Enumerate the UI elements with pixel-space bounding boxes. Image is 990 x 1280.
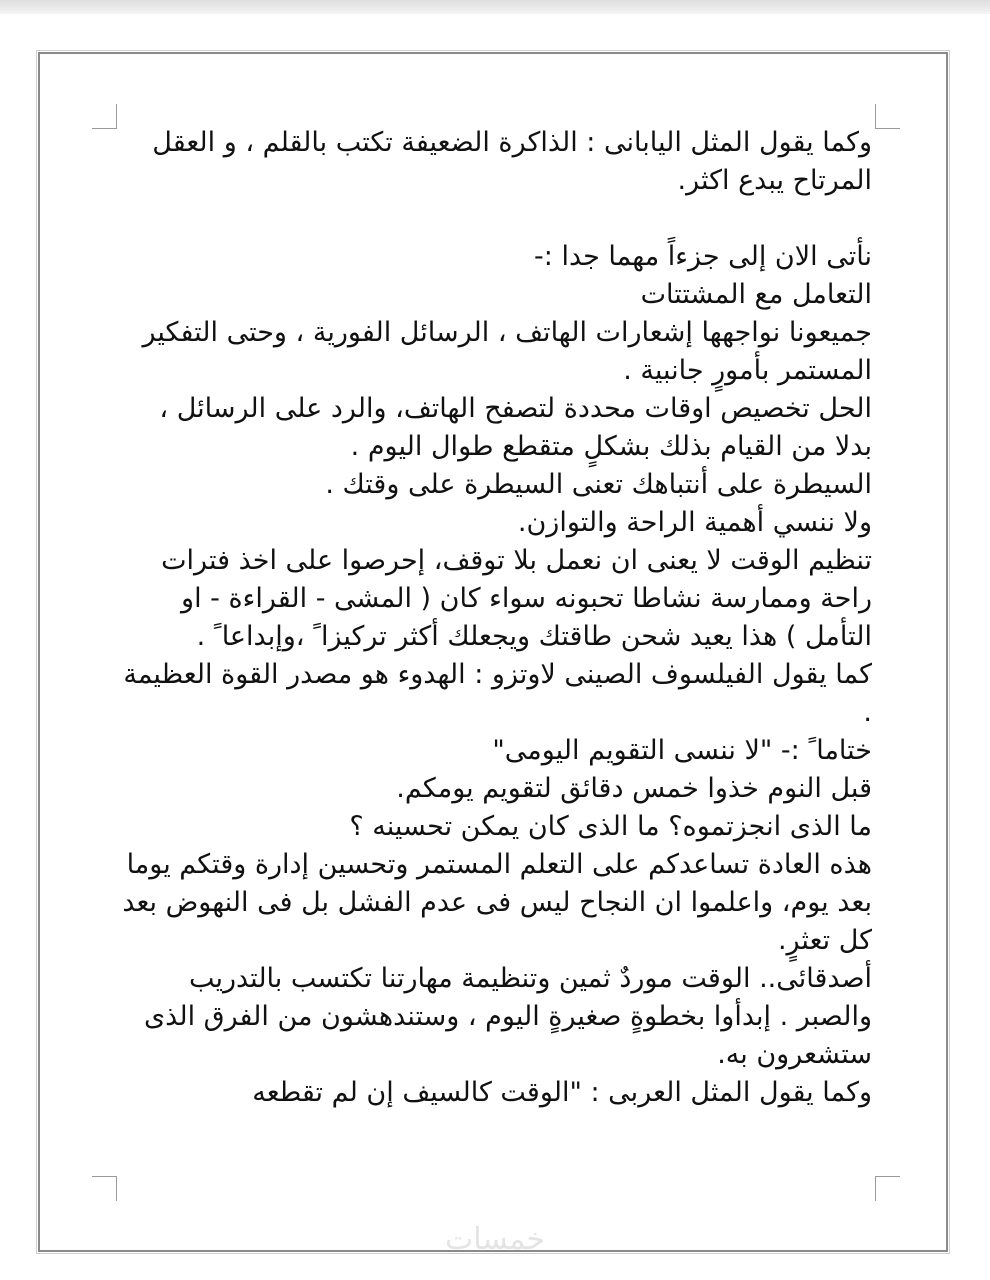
paragraph: كما يقول الفيلسوف الصينى لاوتزو : الهدوء هو مصدر القوة العظيمة . — [123, 659, 872, 728]
document-body — [120, 124, 872, 1112]
margin-corner-bottom-right — [875, 1176, 900, 1201]
watermark-logo: خمسات — [444, 1222, 546, 1257]
empty-paragraph — [120, 200, 872, 238]
margin-corner-top-left — [92, 104, 117, 129]
paragraph: ختاما ً :- "لا ننسى التقويم اليومى" — [492, 735, 872, 766]
paragraph: جميعونا نواجهها إشعارات الهاتف ، الرسائل الفورية ، وحتى التفكير المستمر بأمورٍ جانبية . — [142, 317, 872, 386]
margin-corner-bottom-left — [92, 1176, 117, 1201]
paragraph: وكما يقول المثل العربى : "الوقت كالسيف إن لم تقطعه — [252, 1077, 872, 1108]
paragraph: أصدقائى.. الوقت موردٌ ثمين وتنظيمة مهارتنا تكتسب بالتدريب والصبر . إبدأوا بخطوةٍ صغيرةٍ اليوم ، وستندهشون من الفرق الذى ستشعرون به. — [144, 963, 872, 1070]
paragraph: نأتى الان إلى جزءاً مهما جدا :- — [534, 241, 872, 272]
paragraph: الحل تخصيص اوقات محددة لتصفح الهاتف، والرد على الرسائل ، بدلا من القيام بذلك بشكلٍ متقطع طوال اليوم . — [159, 393, 872, 462]
paragraph: تنظيم الوقت لا يعنى ان نعمل بلا توقف، إحرصوا على اخذ فترات راحة وممارسة نشاطا تحبونه سواء كان ( المشى - القراءة - او التأمل ) هذا يعيد شحن طاقتك ويجعلك أكثر تركيزا ً ،وإبداعا ً . — [161, 545, 872, 652]
section-heading: التعامل مع المشتتات — [640, 279, 872, 310]
paragraph: وكما يقول المثل اليابانى : الذاكرة الضعيفة تكتب بالقلم ، و العقل المرتاح يبدع اكثر. — [152, 127, 872, 196]
paragraph: ما الذى انجزتموه؟ ما الذى كان يمكن تحسينه ؟ — [349, 811, 872, 842]
margin-corner-top-right — [875, 104, 900, 129]
paragraph: قبل النوم خذوا خمس دقائق لتقويم يومكم. — [396, 773, 872, 804]
paragraph: ولا ننسي أهمية الراحة والتوازن. — [517, 507, 872, 538]
paragraph: السيطرة على أنتباهك تعنى السيطرة على وقتك . — [325, 469, 872, 500]
viewer-top-bar — [0, 0, 990, 14]
paragraph: هذه العادة تساعدكم على التعلم المستمر وتحسين إدارة وقتكم يوما بعد يوم، واعلموا ان النجاح ليس فى عدم الفشل بل فى النهوض بعد كل تعثرٍ. — [122, 849, 872, 956]
